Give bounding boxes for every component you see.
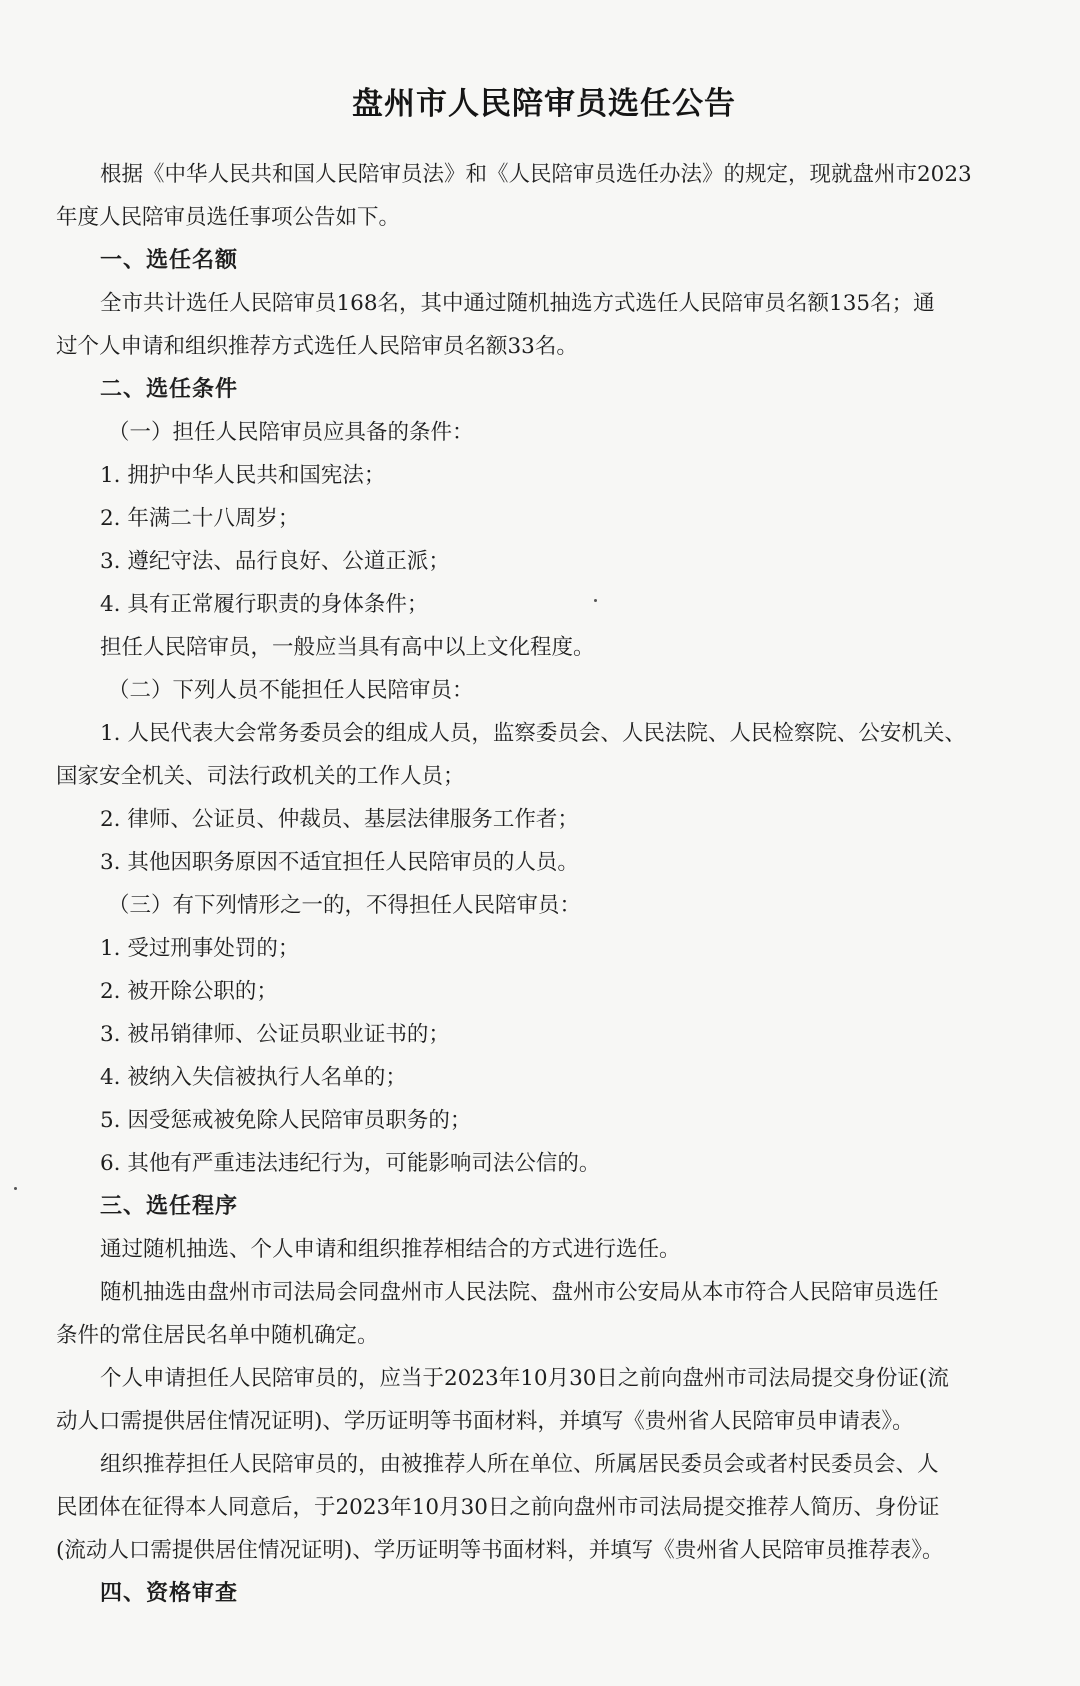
paragraph-line: 随机抽选由盘州市司法局会同盘州市人民法院、盘州市公安局从本市符合人民陪审员选任	[100, 1280, 939, 1305]
list-item: 1. 受过刑事处罚的；	[100, 936, 300, 961]
list-item: 4. 具有正常履行职责的身体条件；	[100, 592, 429, 617]
list-item: 2. 被开除公职的；	[100, 979, 278, 1004]
paragraph-line: 通过随机抽选、个人申请和组织推荐相结合的方式进行选任。	[100, 1237, 681, 1262]
scan-speck	[594, 599, 597, 602]
list-item: 2. 律师、公证员、仲裁员、基层法律服务工作者；	[100, 807, 579, 832]
paragraph-line: 动人口需提供居住情况证明)、学历证明等书面材料，并填写《贵州省人民陪审员申请表》。	[56, 1409, 914, 1434]
list-item: 5. 因受惩戒被免除人民陪审员职务的；	[100, 1108, 472, 1133]
paragraph-line: 个人申请担任人民陪审员的，应当于2023年10月30日之前向盘州市司法局提交身份证(流	[100, 1366, 949, 1391]
section-heading-procedure: 三、选任程序	[100, 1194, 239, 1219]
intro-line: 根据《中华人民共和国人民陪审员法》和《人民陪审员选任办法》的规定，现就盘州市2023	[100, 162, 972, 187]
paragraph-line: 组织推荐担任人民陪审员的，由被推荐人所在单位、所属居民委员会或者村民委员会、人	[100, 1452, 939, 1477]
paragraph-line: 民团体在征得本人同意后，于2023年10月30日之前向盘州市司法局提交推荐人简历、身份证	[56, 1495, 940, 1520]
list-item: 6. 其他有严重违法违纪行为，可能影响司法公信的。	[100, 1151, 601, 1176]
education-note: 担任人民陪审员，一般应当具有高中以上文化程度。	[100, 635, 595, 660]
paragraph-line: 全市共计选任人民陪审员168名，其中通过随机抽选方式选任人民陪审员名额135名；通	[100, 291, 935, 316]
list-item: 1. 拥护中华人民共和国宪法；	[100, 463, 386, 488]
document-title: 盘州市人民陪审员选任公告	[352, 86, 736, 122]
list-item: 1. 人民代表大会常务委员会的组成人员，监察委员会、人民法院、人民检察院、公安机关、	[100, 721, 966, 746]
list-item: 3. 其他因职务原因不适宜担任人民陪审员的人员。	[100, 850, 579, 875]
intro-paragraph	[56, 153, 1032, 239]
section-heading-quota: 一、选任名额	[100, 248, 239, 273]
subsection-heading: （三）有下列情形之一的，不得担任人民陪审员：	[108, 893, 582, 918]
paragraph-line: 过个人申请和组织推荐方式选任人民陪审员名额33名。	[56, 334, 578, 359]
subsection-heading: （二）下列人员不能担任人民陪审员：	[108, 678, 474, 703]
section-heading-qualification: 四、资格审查	[100, 1581, 239, 1606]
subsection-heading: （一）担任人民陪审员应具备的条件：	[108, 420, 474, 445]
intro-line: 年度人民陪审员选任事项公告如下。	[56, 205, 401, 230]
section-heading-conditions: 二、选任条件	[100, 377, 239, 402]
list-item: 3. 遵纪守法、品行良好、公道正派；	[100, 549, 450, 574]
list-item-continuation: 国家安全机关、司法行政机关的工作人员；	[56, 764, 465, 789]
list-item: 3. 被吊销律师、公证员职业证书的；	[100, 1022, 450, 1047]
list-item: 4. 被纳入失信被执行人名单的；	[100, 1065, 407, 1090]
quota-paragraph	[56, 282, 1032, 368]
paragraph-line: (流动人口需提供居住情况证明)、学历证明等书面材料，并填写《贵州省人民陪审员推荐表》。	[56, 1538, 944, 1563]
paragraph-line: 条件的常住居民名单中随机确定。	[56, 1323, 379, 1348]
list-item: 2. 年满二十八周岁；	[100, 506, 300, 531]
scan-speck	[14, 1187, 17, 1190]
